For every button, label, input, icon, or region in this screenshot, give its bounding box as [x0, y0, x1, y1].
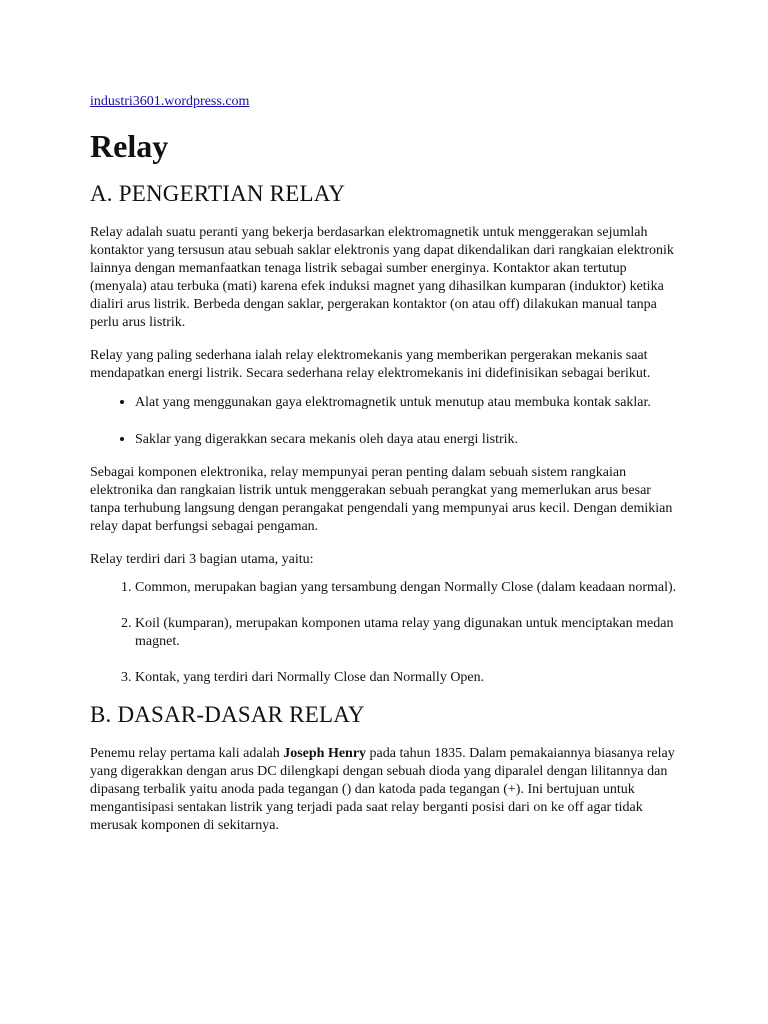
numbered-item: 2. Koil (kumparan), merupakan komponen utama relay yang digunakan untuk menciptakan medan magnet.: [135, 615, 680, 651]
section-a-paragraph-4: Relay terdiri dari 3 bagian utama, yaitu:: [90, 552, 314, 567]
document-title: Relay: [90, 128, 169, 164]
section-b-heading: B. DASAR-DASAR RELAY: [90, 702, 365, 727]
section-a-paragraph-2: Relay yang paling sederhana ialah relay elektromekanis yang memberikan pergerakan mekanis saat mendapatkan energi listrik. Secara sederhana relay elektromekanis ini didefinisikan sebagai berikut.: [90, 348, 651, 381]
numbered-item: 3. Kontak, yang terdiri dari Normally Close dan Normally Open.: [135, 669, 680, 687]
bullet-item: • Saklar yang digerakkan secara mekanis oleh daya atau energi listrik.: [135, 430, 680, 449]
bullet-item: • Alat yang menggunakan gaya elektromagnetik untuk menutup atau membuka kontak saklar.: [135, 393, 680, 412]
section-a-paragraph-1: Relay adalah suatu peranti yang bekerja berdasarkan elektromagnetik untuk menggerakan sejumlah kontaktor yang tersusun atau sebuah saklar elektronis yang dapat dikendalikan dari rangkaian elektronik lainnya dengan memanfaatkan tenaga listrik sebagai sumber energinya. Kontaktor akan tertutup (menyala) atau terbuka (mati) karena efek induksi magnet yang dihasilkan kumparan (induktor) ketika dialiri arus listrik. Berbeda dengan saklar, pergerakan kontaktor (on atau off) dilakukan manual tanpa perlu arus listrik.: [90, 225, 674, 330]
section-b-rest-text: pada tahun 1835. Dalam pemakaiannya biasanya relay yang digerakkan dengan arus DC dilengkapi dengan sebuah dioda yang diparalel dengan lilitannya dan dipasang terbalik yaitu anoda pada tegangan () dan katoda pada tegangan (+). Ini bertujuan untuk mengantisipasi sentakan listrik yang terjadi pada saat relay berganti posisi dari on ke off agar tidak merusak komponen di sekitarnya.: [90, 746, 675, 833]
section-b-paragraph: [90, 745, 680, 835]
definition-bullet-list: [90, 393, 680, 449]
document-page: [90, 92, 680, 835]
section-a-heading: A. PENGERTIAN RELAY: [90, 181, 346, 206]
relay-parts-list: [90, 579, 680, 687]
numbered-item: 1. Common, merupakan bagian yang tersambung dengan Normally Close (dalam keadaan normal).: [135, 579, 680, 597]
site-link[interactable]: industri3601.wordpress.com: [90, 94, 250, 109]
inventor-name: Joseph Henry: [283, 746, 367, 761]
section-a-paragraph-3: Sebagai komponen elektronika, relay mempunyai peran penting dalam sebuah sistem rangkaian elektronika dan rangkaian listrik untuk menggerakan sebuah perangkat yang memerlukan arus besar tanpa terhubung langsung dengan perangakat pengendali yang mempunyai arus kecil. Dengan demikian relay dapat berfungsi sebagai pengaman.: [90, 465, 673, 534]
section-b-lead-text: Penemu relay pertama kali adalah: [90, 746, 284, 761]
